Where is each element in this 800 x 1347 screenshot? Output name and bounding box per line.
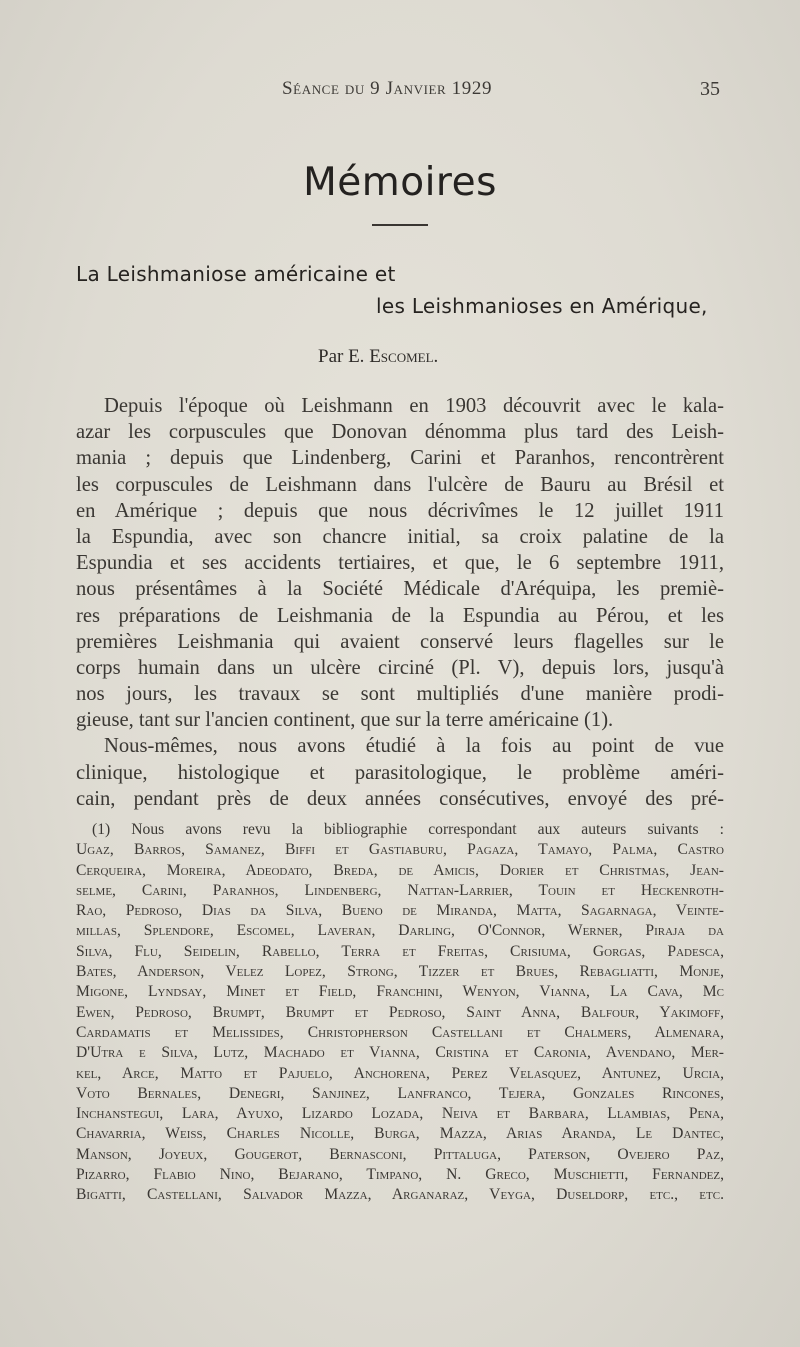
footnote-line: Chavarria, Weiss, Charles Nicolle, Burga, Mazza, Arias Aranda, Le Dantec, [76,1125,724,1143]
body-line: en Amérique ; depuis que nous décrivîmes le 12 juillet 1911 [76,499,724,522]
footnote-line: Rao, Pedroso, Dias da Silva, Bueno de Miranda, Matta, Sagarnaga, Veinte- [76,902,724,920]
footnote-line: Cerqueira, Moreira, Adeodato, Breda, de Amicis, Dorier et Christmas, Jean- [76,861,724,879]
body-line: premières Leishmania qui avaient conservé leurs flagelles sur le [76,630,724,653]
footnote [76,820,724,1206]
footnote-line: Ewen, Pedroso, Brumpt, Brumpt et Pedroso, Saint Anna, Balfour, Yakimoff, [76,1003,724,1021]
footnote-line: Migone, Lyndsay, Minet et Field, Franchini, Wenyon, Vianna, La Cava, Mc [76,983,724,1001]
footnote-line: D'Utra e Silva, Lutz, Machado et Vianna, Cristina et Caronia, Avendano, Mer- [76,1044,724,1062]
body-line: Depuis l'époque où Leishmann en 1903 découvrit avec le kala- [104,395,724,417]
footnote-line: Ugaz, Barros, Samanez, Biffi et Gastiaburu, Pagaza, Tamayo, Palma, Castro [76,841,724,859]
footnote-line: kel, Arce, Matto et Pajuelo, Anchorena, Perez Velasquez, Antunez, Urcia, [76,1064,724,1082]
footnote-line: Voto Bernales, Denegri, Sanjinez, Lanfranco, Tejera, Gonzales Rincones, [76,1084,724,1102]
body-line: cain, pendant près de deux années consécutives, envoyé des pré- [76,787,724,810]
byline [318,346,438,368]
body-line: corps humain dans un ulcère circiné (Pl. V), depuis lors, jusqu'à [76,656,724,679]
running-title: Séance du 9 Janvier 1929 [282,78,493,99]
article-title-line-1: La Leishmaniose américaine et [76,262,396,286]
footnote-line: Pizarro, Flabio Nino, Bejarano, Timpano, N. Greco, Muschietti, Fernandez, [76,1166,724,1184]
footnote-line: millas, Splendore, Escomel, Laveran, Darling, O'Connor, Werner, Piraja da [76,922,724,940]
footnote-line: Silva, Flu, Seidelin, Rabello, Terra et Freitas, Crisiuma, Gorgas, Padesca, [76,942,724,960]
footnote-line: Bigatti, Castellani, Salvador Mazza, Arganaraz, Veyga, Duseldorp, etc., etc. [76,1186,724,1204]
body-line: nos jours, les travaux se sont multipliés d'une manière prodi- [76,683,724,706]
body-line: Nous-mêmes, nous avons étudié à la fois au point de vue [104,735,724,758]
section-title: Mémoires [303,160,497,205]
body-line: azar les corpuscules que Donovan dénomma plus tard des Leish- [76,421,724,444]
footnote-line: (1) Nous avons revu la bibliographie correspondant aux auteurs suivants : [92,821,724,838]
page-number: 35 [700,78,720,100]
footnote-line: Manson, Joyeux, Gougerot, Bernasconi, Pittaluga, Paterson, Ovejero Paz, [76,1145,724,1163]
article-title-line-2: les Leishmanioses en Amérique, [376,294,708,318]
body-line: les corpuscules de Leishmann dans l'ulcère de Bauru au Brésil et [76,473,724,496]
byline-author: Escomel. [369,346,439,367]
body-text [76,393,724,812]
body-line: gieuse, tant sur l'ancien continent, que sur la terre américaine (1). [76,709,614,732]
body-line: mania ; depuis que Lindenberg, Carini et Paranhos, rencontrèrent [76,447,724,470]
body-line: clinique, histologique et parasitologique, le problème améri- [76,761,724,784]
footnote-line: selme, Carini, Paranhos, Lindenberg, Nattan-Larrier, Touin et Heckenroth- [76,881,724,899]
footnote-line: Bates, Anderson, Velez Lopez, Strong, Tizzer et Brues, Rebagliatti, Monje, [76,963,724,981]
title-rule [372,224,428,226]
body-line: nous présentâmes à la Société Médicale d'Aréquipa, les premiè- [76,578,724,601]
body-line: res préparations de Leishmania de la Espundia au Pérou, et les [76,604,724,627]
running-header [0,74,800,104]
byline-prefix: Par E. [318,346,370,367]
footnote-line: Cardamatis et Melissides, Christopherson Castellani et Chalmers, Almenara, [76,1023,724,1041]
body-line: la Espundia, avec son chancre initial, sa croix palatine de la [76,525,724,548]
footnote-line: Inchanstegui, Lara, Ayuxo, Lizardo Lozada, Neiva et Barbara, Llambias, Pena, [76,1105,724,1123]
body-line: Espundia et ses accidents tertiaires, et que, le 6 septembre 1911, [76,552,724,575]
